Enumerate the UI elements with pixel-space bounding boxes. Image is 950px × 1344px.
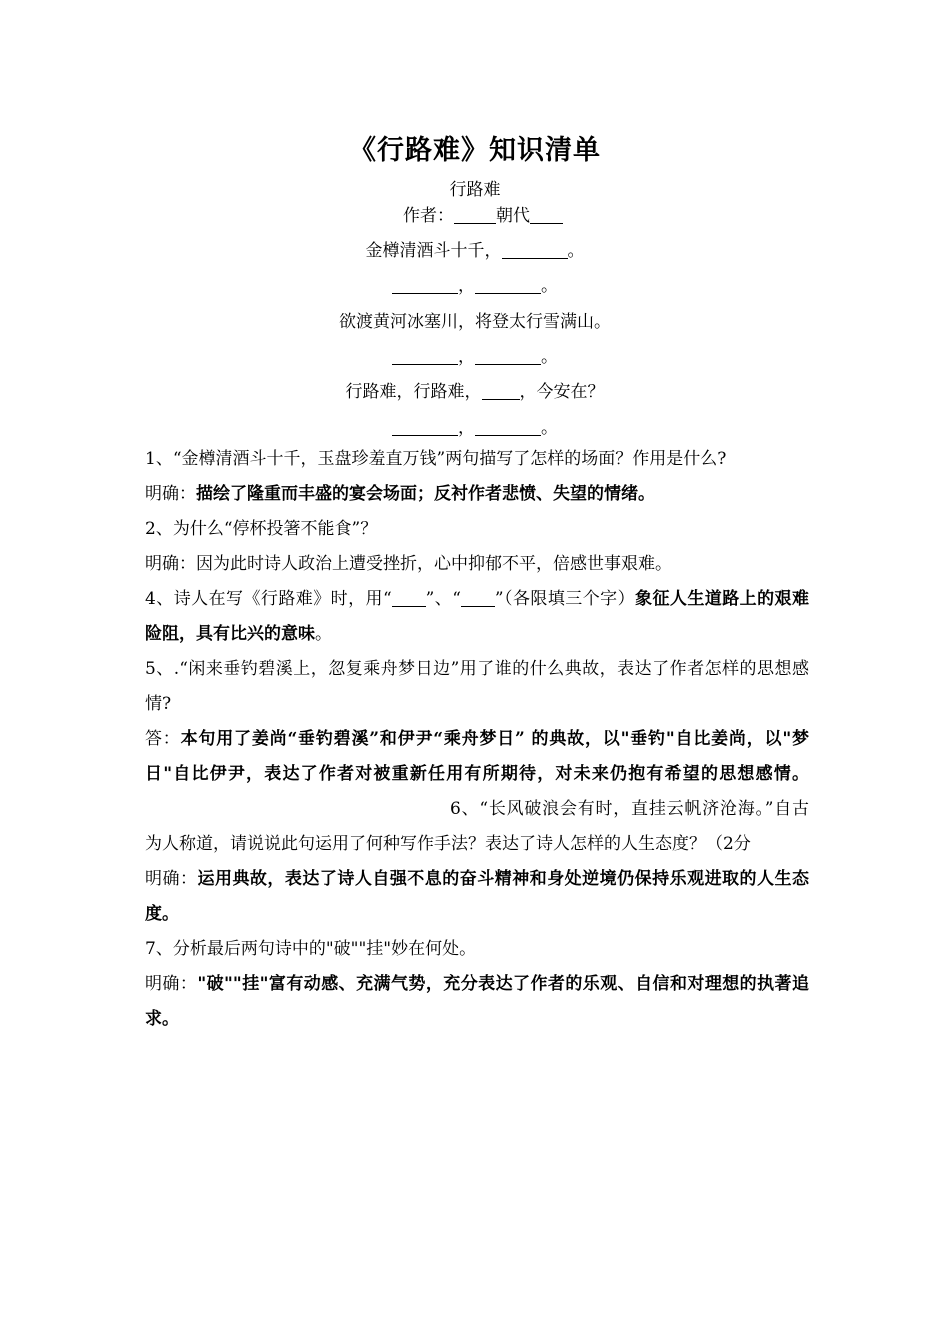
poem-punct: 。 — [541, 347, 558, 367]
poem-punct: ， — [458, 276, 475, 296]
poem-line-4 — [0, 342, 950, 367]
poem-blank — [392, 275, 458, 294]
answer-text: "破""挂"富有动感、充满气势，充分表达了作者的乐观、自信和对理想的执著追求。 — [145, 974, 809, 1029]
answer-7 — [145, 967, 809, 1037]
answer-text: 本句用了姜尚“垂钓碧溪”和伊尹“乘舟梦日” 的典故，以"垂钓"自比姜尚，以"梦日"自比伊尹，表达了作者对被重新任用有所期待，对未来仍抱有希望的思想感情。 — [145, 729, 810, 784]
poem-title: 行路难 — [449, 180, 501, 200]
question-2: 2、为什么“停杯投箸不能食”？ — [145, 519, 378, 539]
question-1: 1、“金樽清酒斗十千，玉盘珍羞直万钱”两句描写了怎样的场面？作用是什么? — [145, 449, 727, 469]
question-5: 5、.“闲来垂钓碧溪上，忽复乘舟梦日边”用了谁的什么典故，表达了作者怎样的思想感情? — [145, 659, 809, 714]
poem-blank — [482, 381, 520, 400]
poem-line-3: 欲渡黄河冰塞川，将登太行雪满山。 — [339, 312, 611, 332]
poem-line-6 — [0, 413, 950, 438]
answer-1 — [145, 477, 809, 512]
poem-line-5-text: 行路难，行路难， — [345, 382, 482, 402]
question-text: ”（各限填三个字） — [494, 589, 636, 609]
answer-2: 明确：因为此时诗人政治上遭受挫折，心中抑郁不平，倍感世事艰难。 — [145, 554, 672, 574]
poem-blank — [502, 240, 568, 259]
poem-blank — [475, 346, 541, 365]
poem-punct: ， — [458, 347, 475, 367]
poem-line-5-end: ，今安在？ — [519, 382, 605, 402]
poem-line-2 — [0, 271, 950, 296]
answer-blank — [392, 588, 426, 607]
author-blank — [454, 205, 496, 224]
answer-label: 明确： — [145, 974, 198, 994]
poem-line-5 — [0, 377, 950, 402]
poem-line-1 — [0, 236, 950, 261]
question-7: 7、分析最后两句诗中的"破""挂"妙在何处。 — [145, 939, 477, 959]
page-title: 《行路难》知识清单 — [349, 135, 601, 166]
poem-punct: 。 — [541, 276, 558, 296]
answer-label: 明确： — [145, 869, 198, 889]
answer-6 — [145, 862, 809, 932]
answer-5 — [145, 722, 809, 862]
answer-text: 运用典故，表达了诗人自强不息的奋斗精神和身处逆境仍保持乐观进取的人生态度。 — [145, 869, 810, 924]
question-bold-text: 象征人生道路上的艰难险阻，具有比兴的意味 — [145, 589, 809, 644]
poem-punct: 。 — [541, 418, 558, 438]
answer-label: 答： — [145, 729, 181, 749]
dynasty-blank — [530, 205, 563, 224]
question-6: 6、“长风破浪会有时，直挂云帆济沧海。”自古为人称道，请说说此句运用了何种写作手法？表达了诗人怎样的人生态度？（2分 — [145, 799, 809, 854]
answer-blank — [461, 588, 495, 607]
poem-punct: ， — [458, 418, 475, 438]
answer-text: 描绘了隆重而丰盛的宴会场面；反衬作者悲愤、失望的情绪。 — [196, 484, 655, 504]
question-text: 4、诗人在写《行路难》时，用“ — [145, 589, 392, 609]
question-4 — [145, 582, 809, 652]
questions-section — [145, 442, 809, 1037]
answer-label: 明确： — [145, 484, 196, 504]
poem-line-1-text: 金樽清酒斗十千， — [365, 241, 502, 261]
poem-blank — [392, 346, 458, 365]
poem-blank — [392, 417, 458, 436]
poem-punct: 。 — [567, 241, 585, 261]
poem-blank — [475, 275, 541, 294]
author-line — [403, 201, 563, 226]
author-prefix: 作者： — [403, 206, 454, 226]
author-middle: 朝代 — [496, 206, 530, 226]
question-text: ”、“ — [425, 589, 461, 609]
question-text: 。 — [315, 624, 332, 644]
poem-blank — [475, 417, 541, 436]
